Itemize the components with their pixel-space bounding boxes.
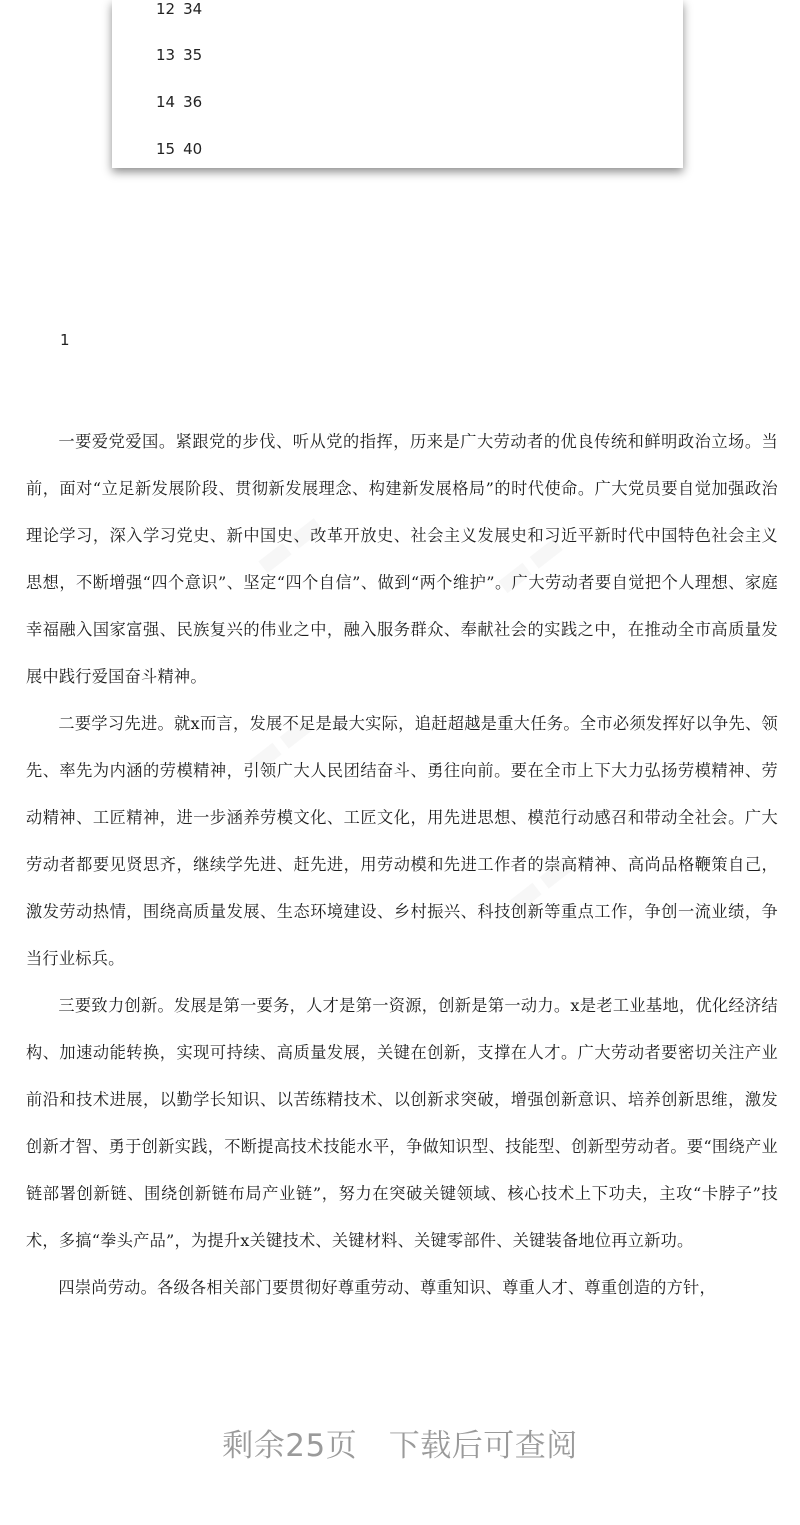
- toc-entry-number: 13: [156, 46, 176, 64]
- toc-card: [112, 0, 683, 168]
- toc-entry-page: 36: [183, 93, 203, 111]
- toc-row: [156, 140, 202, 158]
- toc-entry-page: 40: [183, 140, 203, 158]
- download-banner[interactable]: 剩余25页 下载后可查阅: [222, 1428, 578, 1464]
- document-body: [26, 418, 778, 1311]
- watermark-mark: ▬▬: [244, 500, 336, 586]
- toc-entry-number: 14: [156, 93, 176, 111]
- paragraph-labor: 四崇尚劳动。各级各相关部门要贯彻好尊重劳动、尊重知识、尊重人才、尊重创造的方针，: [58, 1278, 716, 1297]
- toc-entry-page: 35: [183, 46, 203, 64]
- page-number: 1: [60, 331, 70, 349]
- watermark-mark: ▬▬: [234, 700, 326, 786]
- paragraph-love-party: 一要爱党爱国。紧跟党的步伐、听从党的指挥，历来是广大劳动者的优良传统和鲜明政治立场。当前，面对“立足新发展阶段、贯彻新发展理念、构建新发展格局”的时代使命。广大党员要自觉加强政治理论学习，深入学习党史、新中国史、改革开放史、社会主义发展史和习近平新时代中国特色社会主义思想，不断增强“四个意识”、坚定“四个自信”、做到“两个维护”。广大劳动者要自觉把个人理想、家庭幸福融入国家富强、民族复兴的伟业之中，融入服务群众、奉献社会的实践之中，在推动全市高质量发展中践行爱国奋斗精神。: [26, 432, 778, 686]
- toc-entry-number: 15: [156, 140, 176, 158]
- paragraph-innovation: 三要致力创新。发展是第一要务，人才是第一资源，创新是第一动力。x是老工业基地，优化经济结构、加速动能转换，实现可持续、高质量发展，关键在创新，支撑在人才。广大劳动者要密切关注产业前沿和技术进展，以勤学长知识、以苦练精技术、以创新求突破，增强创新意识、培养创新思维，激发创新才智、勇于创新实践，不断提高技术技能水平，争做知识型、技能型、创新型劳动者。要“围绕产业链部署创新链、围绕创新链布局产业链”，努力在突破关键领域、核心技术上下功夫，主攻“卡脖子”技术，多搞“拳头产品”，为提升x关键技术、关键材料、关键零部件、关键装备地位再立新功。: [26, 996, 778, 1250]
- toc-entry-page: 34: [183, 0, 203, 18]
- watermark-mark: ▬▬: [494, 840, 586, 926]
- toc-entry-number: 12: [156, 0, 176, 18]
- toc-row: [156, 0, 202, 18]
- watermark-mark: ▬▬: [484, 520, 576, 606]
- toc-row: [156, 46, 202, 64]
- toc-row: [156, 93, 202, 111]
- paragraph-learn-advanced: 二要学习先进。就x而言，发展不足是最大实际，追赶超越是重大任务。全市必须发挥好以争先、领先、率先为内涵的劳模精神，引领广大人民团结奋斗、勇往向前。要在全市上下大力弘扬劳模精神、劳动精神、工匠精神，进一步涵养劳模文化、工匠文化，用先进思想、模范行动感召和带动全社会。广大劳动者都要见贤思齐，继续学先进、赶先进，用劳动模和先进工作者的崇高精神、高尚品格鞭策自己，激发劳动热情，围绕高质量发展、生态环境建设、乡村振兴、科技创新等重点工作，争创一流业绩，争当行业标兵。: [26, 714, 778, 968]
